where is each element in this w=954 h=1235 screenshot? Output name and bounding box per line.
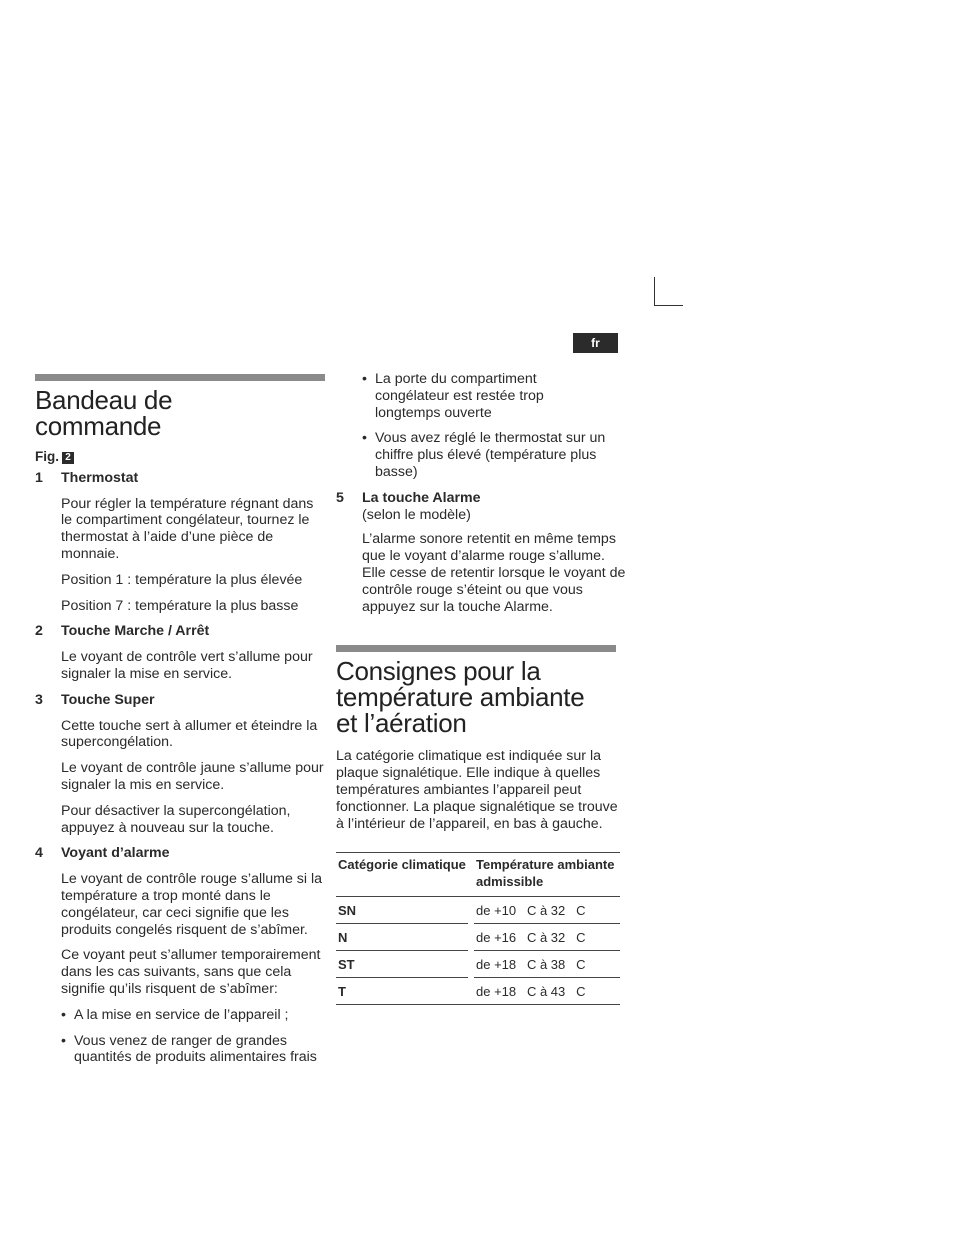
item-touche-super: 3 Touche Super xyxy=(35,691,155,708)
table-row: SN de +10 C à 32 C xyxy=(336,897,620,924)
item-voyant-alarme: 4 Voyant d’alarme xyxy=(35,845,170,862)
table-header-row xyxy=(336,853,620,897)
item-thermostat: 1 Thermostat xyxy=(35,469,139,486)
column-header-category: Catégorie climatique xyxy=(336,853,468,897)
item-touche-marche-arret-body: Le voyant de contrôle vert s’allume pour signaler la mise en service. xyxy=(61,649,313,682)
figure-reference: Fig. 2 xyxy=(35,449,325,466)
climate-intro: La catégorie climatique est indiquée sur la plaque signalétique. Elle indique à quelles températures ambiantes l’appareil peut fonctionner. La plaque signalétique se trouve à l’intérieur de l’appareil, en bas à gauche. xyxy=(336,748,618,832)
item-touche-alarme: 5 La touche Alarme (selon le modèle) xyxy=(336,489,481,523)
alarm-cases-list-continued xyxy=(336,371,626,481)
section-title-consignes: Consignes pour la température ambiante et l’aération xyxy=(336,656,585,739)
section-rule xyxy=(35,374,325,381)
item-thermostat-body: Pour régler la température régnant dans le compartiment congélateur, tournez le thermostat à l’aide d’une pièce de monnaie. Position 1 : température la plus élevée Position 7 : température la plus basse xyxy=(61,495,314,614)
list-item: • La porte du compartiment congélateur est restée trop longtemps ouverte xyxy=(375,371,626,421)
figure-number-badge: 2 xyxy=(62,452,74,464)
right-column xyxy=(336,371,626,1005)
table-row: T de +18 C à 43 C xyxy=(336,978,620,1005)
list-item: • Vous venez de ranger de grandes quantités de produits alimentaires frais xyxy=(74,1033,325,1067)
climate-table xyxy=(336,852,620,1005)
crop-mark-vertical xyxy=(654,277,655,306)
list-item: • A la mise en service de l’appareil ; xyxy=(74,1007,325,1024)
left-column xyxy=(35,374,325,1075)
section-title-bandeau: Bandeau de commande xyxy=(35,385,173,441)
section-rule xyxy=(336,645,616,652)
item-touche-marche-arret: 2 Touche Marche / Arrêt xyxy=(35,623,210,640)
column-header-temperature: Température ambiante admissible xyxy=(474,853,620,897)
list-item: • Vous avez réglé le thermostat sur un chiffre plus élevé (température plus basse) xyxy=(375,430,626,480)
alarm-cases-list xyxy=(35,1007,325,1066)
item-voyant-alarme-body: Le voyant de contrôle rouge s’allume si la température a trop monté dans le congélateur, car ceci signifie que les produits congelés risquent de s’abîmer. Ce voyant peut s’allumer temporairement dans les cas suivants, sans que cela signifie qu’ils risquent de s’abîmer: xyxy=(61,871,323,997)
table-row: N de +16 C à 32 C xyxy=(336,924,620,951)
item-touche-super-body: Cette touche sert à allumer et éteindre la supercongélation. Le voyant de contrôle jaune s’allume pour signaler la mis en service. Pour désactiver la supercongélation, appuyez à nouveau sur la touche. xyxy=(61,717,324,836)
crop-mark-horizontal xyxy=(654,305,683,306)
language-tab: fr xyxy=(573,333,618,353)
item-touche-alarme-body: L’alarme sonore retentit en même temps que le voyant d’alarme rouge s’allume. Elle cesse de retentir lorsque le voyant de contrôle rouge s’éteint ou que vous appuyez sur la touche Alarme. xyxy=(362,531,626,615)
table-row: ST de +18 C à 38 C xyxy=(336,951,620,978)
